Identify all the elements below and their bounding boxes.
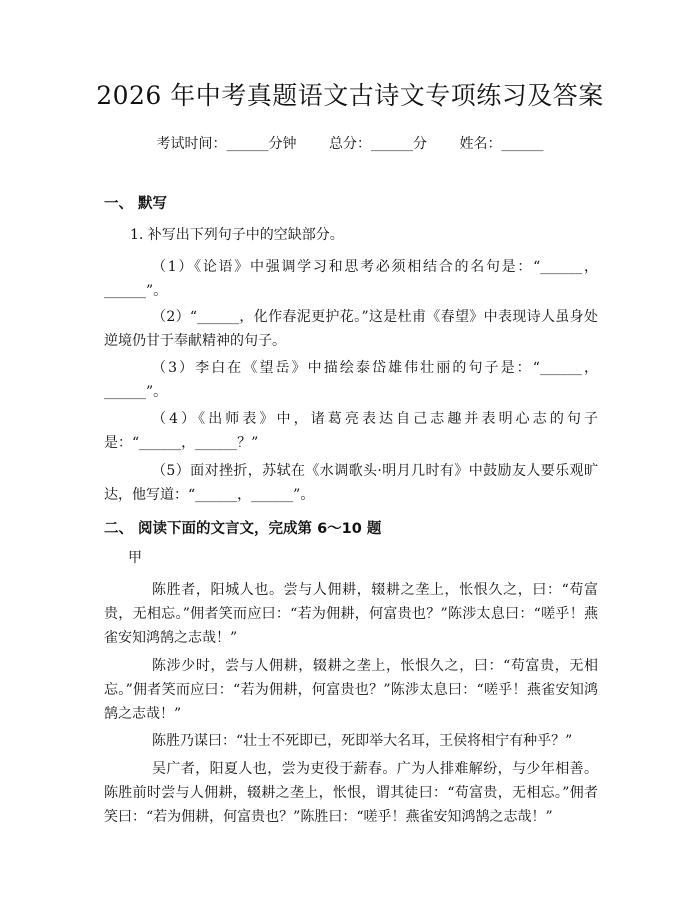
question-intro: 1. 补写出下列句子中的空缺部分。 (130, 227, 344, 243)
exam-time: 考试时间：______分钟 (156, 136, 297, 152)
passage-paragraph-4: 吴广者，阳夏人也，尝为吏役于薪春。广为人排难解纷，与少年相善。陈胜前时尝与人佣耕，辍耕之垄上，怅恨，谓其徒曰：“苟富贵，无相忘。”佣者笑曰：“若为佣耕，何富贵也？”陈胜曰：“嗟乎！燕雀安知鸿鹄之志哉！” (104, 761, 598, 825)
question-item-5: （5）面对挫折，苏轼在《水调歌头·明月几时有》中鼓励友人要乐观旷达，他写道：“______，______”。 (104, 463, 598, 503)
student-name: 姓名：______ (459, 136, 544, 152)
section-heading-2: 二、 阅读下面的文言文，完成第 6～10 题 (104, 521, 382, 537)
passage-paragraph-3: 陈胜乃谋曰：“壮士不死即已，死即举大名耳，王侯将相宁有种乎？” (152, 733, 573, 749)
exam-score: 总分：______分 (329, 136, 427, 152)
question-item-3: （3）李白在《望岳》中描绘泰岱雄伟壮丽的句子是：“______，______”。 (104, 360, 598, 400)
section-heading-1: 一、 默写 (104, 196, 168, 212)
question-item-1: （1）《论语》中强调学习和思考必须相结合的名句是：“______，______”。 (104, 259, 598, 299)
question-item-4: （4）《出师表》中，诸葛亮表达自己志趣并表明心志的句子是：“______，______？” (104, 411, 598, 451)
question-item-2: （2）“______，化作春泥更护花。”这是杜甫《春望》中表现诗人虽身处逆境仍甘于奉献精神的句子。 (104, 309, 598, 349)
page-title: 2026 年中考真题语文古诗文专项练习及答案 (96, 81, 604, 110)
passage-paragraph-2: 陈涉少时，尝与人佣耕，辍耕之垄上，怅恨久之，曰：“苟富贵，无相忘。”佣者笑而应曰：“若为佣耕，何富贵也？”陈涉太息曰：“嗟乎！燕雀安知鸿鹄之志哉！” (104, 658, 598, 722)
exam-meta (0, 133, 700, 153)
passage-paragraph-1: 陈胜者，阳城人也。尝与人佣耕，辍耕之垄上，怅恨久之，曰：“苟富贵，无相忘。”佣者笑而应曰：“若为佣耕，何富贵也？”陈涉太息曰：“嗟乎！燕雀安知鸿鹄之志哉！” (104, 582, 598, 646)
passage-label: 甲 (128, 550, 142, 566)
